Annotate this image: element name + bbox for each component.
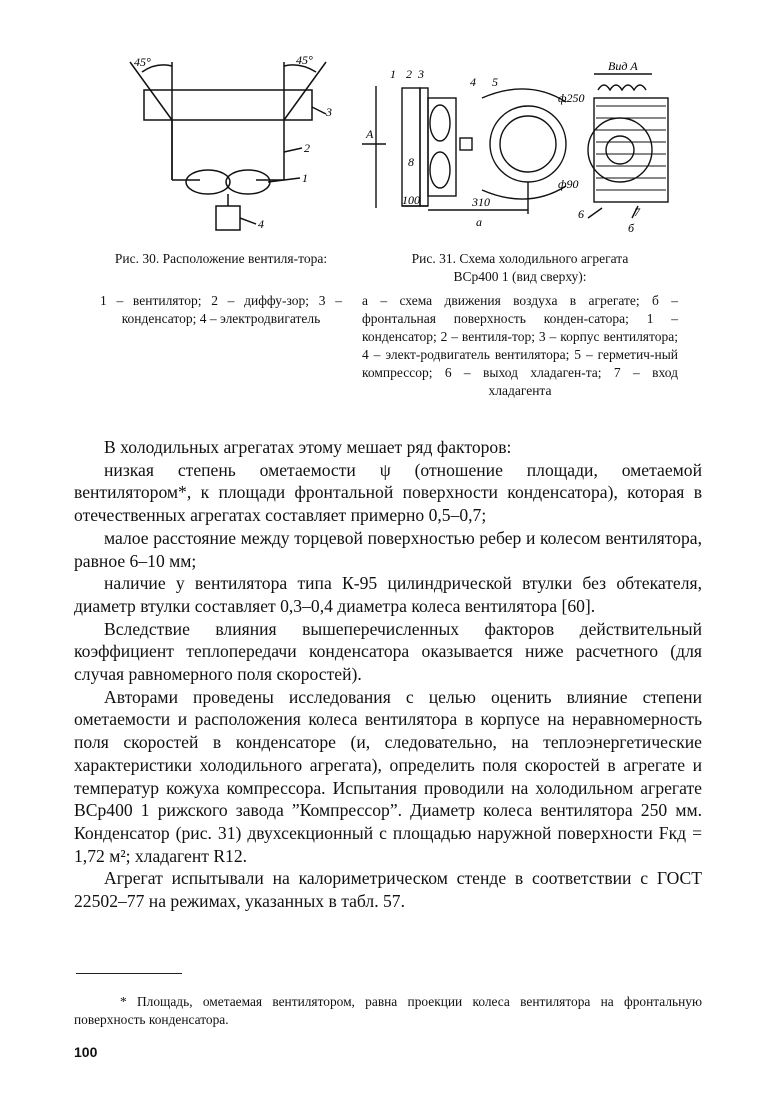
figure-30-legend: 1 – вентилятор; 2 – диффу-зор; 3 – конденсатор; 4 – электродвигатель (100, 293, 342, 326)
fig31-label-7: 7 (634, 205, 640, 219)
paragraph-1: В холодильных агрегатах этому мешает ряд факторов: (104, 437, 512, 457)
page-number: 100 (74, 1044, 98, 1060)
fig31-label-8: 8 (408, 155, 414, 169)
fig31-label-3: 3 (418, 67, 424, 81)
fig31-label-1: 1 (390, 67, 396, 81)
paragraph-4: наличие у вентилятора типа К-95 цилиндрической втулки без обтекателя, диаметр втулки составляет 0,3–0,4 диаметра колеса вентилятора [60]. (74, 573, 702, 616)
fig30-label-4: 4 (258, 217, 264, 231)
fig31-dim-310: 310 (472, 195, 490, 209)
fig31-label-a: a (476, 215, 482, 229)
figure-31-legend: а – схема движения воздуха в агрегате; б – фронтальная поверхность конден-сатора; 1 – конденсатор; 2 – вентиля-тор; 3 – корпус вентилятора; 4 – элект-родвигатель вентилятора; 5 – герметич-ный компрессор; 6 – выход хладаген-та; 7 – вход хладагента (362, 293, 678, 398)
paragraph-5: Вследствие влияния вышеперечисленных факторов действительный коэффициент теплопередачи конденсатора оказывается ниже расчетного (для случая равномерного поля скоростей). (74, 618, 702, 685)
fig30-label-2: 2 (304, 141, 310, 155)
fig30-label-1: 1 (302, 171, 308, 185)
fig31-label-b: б (628, 221, 635, 235)
paragraph-7: Агрегат испытывали на калориметрическом стенде в соответствии с ГОСТ 22502–77 на режимах, указанных в табл. 57. (74, 868, 702, 912)
fig31-view-label: Вид А (608, 59, 638, 73)
figure-30-drawing (120, 52, 340, 242)
fig30-label-3: 3 (326, 105, 332, 119)
fig31-dim-90: ф90 (558, 177, 579, 191)
motor-rect (216, 206, 240, 230)
figure-31-caption-line1: Рис. 31. Схема холодильного агрегата (411, 251, 629, 266)
paragraph-2: низкая степень ометаемости ψ (отношение площади, ометаемой вентилятором*, к площади фронтальной поверхности конденсатора), которая в отечественных агрегатах составляет примерно 0,5–0,7; (74, 459, 702, 526)
paragraph-3: малое расстояние между торцевой поверхностью ребер и колесом вентилятора, равное 6–10 мм; (74, 527, 702, 571)
figure-31-drawing (362, 58, 678, 238)
fig31-dim-100: 100 (402, 193, 420, 207)
paragraph-6: Авторами проведены исследования с целью оценить влияние степени ометаемости и расположения колеса вентилятора в корпусе на неравномерность поля скоростей в конденсаторе (и, следовательно, на теплоэнергетические характеристики холодильного агрегата), определить поля скоростей в агрегате и температур кожуха компрессора. Испытания проводили на холодильном агрегате ВСр400 1 рижского завода ”Компрессор”. Диаметр колеса вентилятора 250 мм. Конденсатор (рис. 31) двухсекционный с площадью наружной поверхности Fкд = 1,72 м²; хладагент R12. (74, 686, 702, 866)
fig31-label-2: 2 (406, 67, 412, 81)
figure-31-caption-line2: ВСр400 1 (вид сверху): (453, 269, 587, 284)
fig31-label-4: 4 (470, 75, 476, 89)
fig31-label-A: A (366, 127, 374, 141)
figure-30-caption: Рис. 30. Расположение вентиля-тора: (114, 251, 328, 266)
fig30-label-45-left: 45° (134, 55, 151, 69)
fig30-label-45-right: 45° (296, 53, 313, 67)
body-text (74, 436, 702, 913)
fig31-label-5: 5 (492, 75, 498, 89)
fig31-dim-250: ф250 (558, 91, 585, 105)
footnote: * Площадь, ометаемая вентилятором, равна проекции колеса вентилятора на фронтальную поверхность конденсатора. (74, 994, 702, 1027)
fig31-label-6: 6 (578, 207, 584, 221)
footnote-rule (76, 973, 182, 974)
